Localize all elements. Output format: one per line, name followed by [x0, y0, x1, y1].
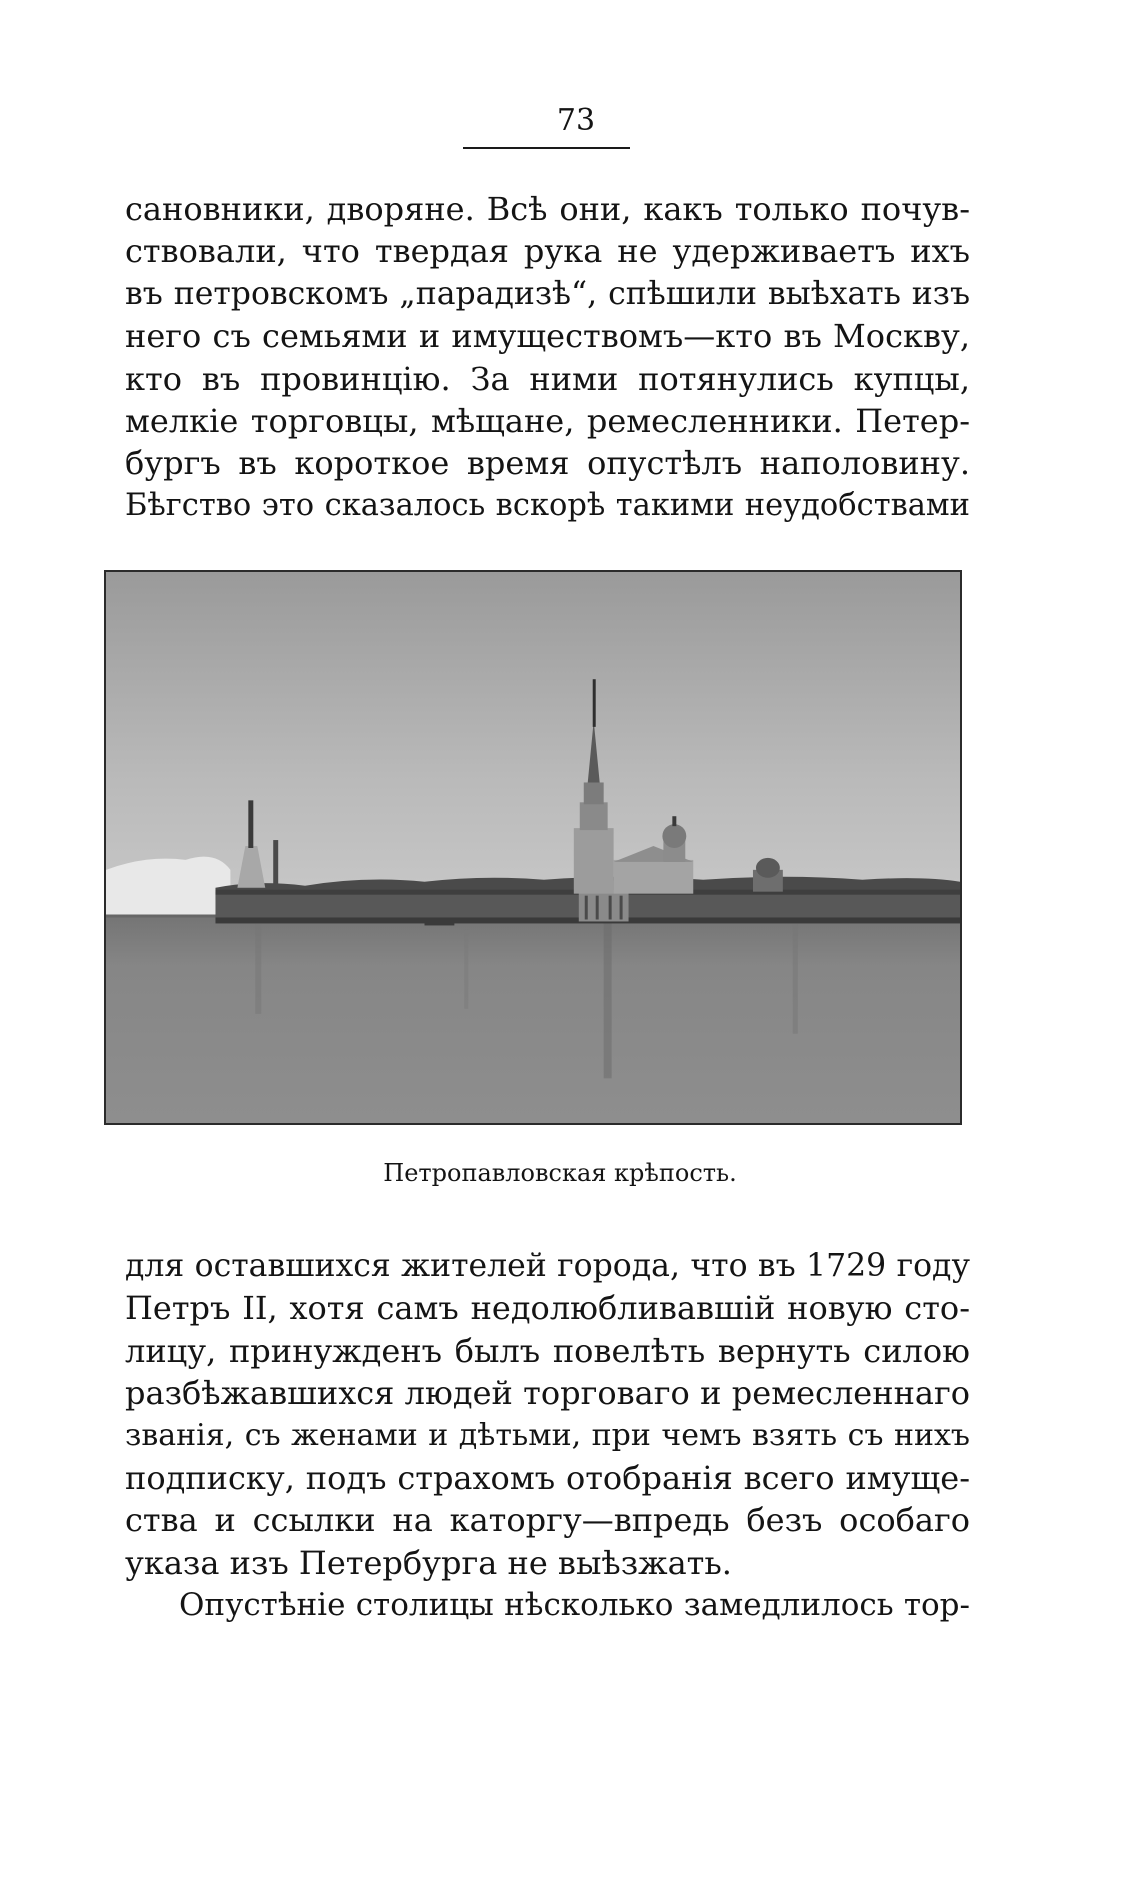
text-line: ствовали, что твердая рука не удерживаетъ ихъ: [125, 232, 970, 271]
page-number: 73: [556, 103, 596, 138]
text-line: сановники, дворяне. Всѣ они, какъ только почув-: [125, 190, 970, 228]
cathedral-nave: [614, 860, 694, 894]
text-line: него съ семьями и имуществомъ—кто въ Москву,: [125, 317, 970, 356]
paragraph-1: [125, 188, 970, 527]
text-line: кто въ провинцію. За ними потянулись купцы,: [125, 359, 970, 398]
text-line: Опустѣніе столицы нѣсколько замедлилось тор-: [179, 1587, 970, 1623]
text-line: въ петровскомъ „парадизѣ“, спѣшили выѣхать изъ: [125, 275, 970, 312]
text-line: подписку, подъ страхомъ отобранія всего имуще-: [125, 1459, 970, 1498]
text-line: Петръ II, хотя самъ недолюбливавшій новую сто-: [125, 1289, 970, 1328]
cathedral-spire: [593, 679, 596, 727]
header-rule: [463, 147, 630, 149]
paragraph-2: [125, 1245, 970, 1584]
text-line: указа изъ Петербурга не выѣзжать.: [125, 1543, 732, 1582]
cathedral-dome: [662, 824, 686, 848]
sky: [106, 572, 960, 910]
fortress-illustration: [106, 572, 960, 1123]
paragraph-3: [125, 1584, 970, 1626]
text-line: для оставшихся жителей города, что въ 1729 году: [125, 1248, 970, 1284]
text-line: ства и ссылки на каторгу—впредь безъ особаго: [125, 1501, 970, 1540]
text-line: разбѣжавшихся людей торговаго и ремесленнаго: [125, 1374, 970, 1413]
cathedral-bell-tower: [574, 828, 614, 894]
figure-caption: Петропавловская крѣпость.: [383, 1159, 737, 1187]
river-water: [106, 900, 960, 1123]
text-line: званія, съ женами и дѣтьми, при чемъ взять съ нихъ: [125, 1417, 970, 1453]
fortress-photograph: [104, 570, 962, 1125]
text-line: бургъ въ короткое время опустѣлъ наполовину.: [125, 444, 970, 483]
text-line: Бѣгство это сказалось вскорѣ такими неудобствами: [125, 487, 970, 523]
text-line: мелкіе торговцы, мѣщане, ремесленники. Петер-: [125, 402, 970, 441]
text-line: лицу, принужденъ былъ повелѣть вернуть силою: [125, 1331, 970, 1370]
smoke-cloud: [106, 857, 230, 915]
